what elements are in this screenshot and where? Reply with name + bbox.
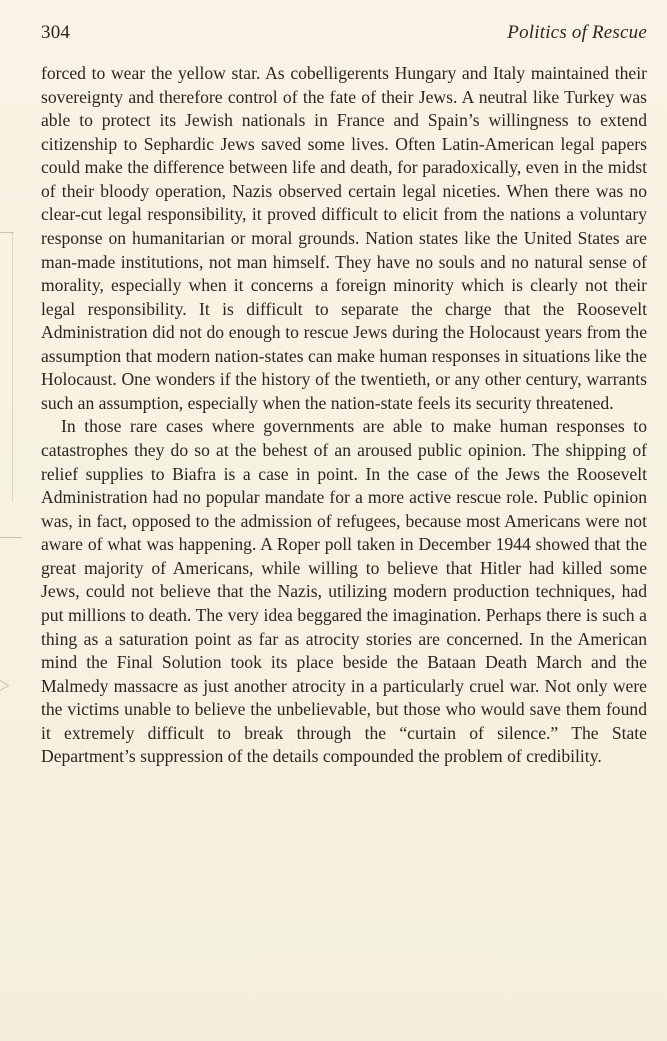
gutter-line xyxy=(12,232,13,502)
running-title: Politics of Rescue xyxy=(507,22,647,43)
paragraph-continued: forced to wear the yellow star. As cobelligerents Hungary and Italy maintained their sovereignty and therefore control of the fate of their Jews. A neutral like Turkey was able to protect its Jewish nationals in France and Spain’s willingness to extend citizenship to Sephardic Jews saved some lives. Often Latin-American legal papers could make the difference between life and death, for paradoxically, even in the midst of their bloody operation, Nazis observed certain legal niceties. When there was no clear-cut legal responsibility, it proved difficult to elicit from the nations a voluntary response on humanitarian or moral grounds. Nation states like the United States are man-made institutions, not man himself. They have no souls and no natural sense of morality, especially when it concerns a foreign minority which is clearly not their legal responsibility. It is difficult to separate the charge that the Roosevelt Administration did not do enough to rescue Jews during the Holocaust years from the assumption that modern nation-states can make human responses in situations like the Holocaust. One wonders if the history of the twentieth, or any other century, warrants such an assumption, especially when the nation-state feels its security threatened. xyxy=(41,63,647,413)
running-head xyxy=(41,22,647,50)
margin-mark xyxy=(0,232,14,233)
margin-mark xyxy=(0,685,9,691)
body-text xyxy=(41,62,647,769)
page-number: 304 xyxy=(41,22,71,43)
paragraph: In those rare cases where governments are able to make human responses to catastrophes they do so at the behest of an aroused public opinion. The shipping of relief supplies to Biafra is a case in point. In the case of the Jews the Roosevelt Administration had no popular mandate for a more active rescue role. Public opinion was, in fact, opposed to the admission of refugees, because most Americans were not aware of what was happening. A Roper poll taken in December 1944 showed that the great majority of Americans, while willing to believe that Hitler had killed some Jews, could not believe that the Nazis, utilizing modern production techniques, had put millions to death. The very idea beggared the imagination. Perhaps there is such a thing as a saturation point as far as atrocity stories are concerned. In the American mind the Final Solution took its place beside the Bataan Death March and the Malmedy massacre as just another atrocity in a particularly cruel war. Not only were the victims unable to believe the unbelievable, but those who would save them found it extremely difficult to break through the “curtain of silence.” The State Department’s suppression of the details compounded the problem of credibility. xyxy=(41,416,647,767)
margin-mark xyxy=(0,537,22,538)
